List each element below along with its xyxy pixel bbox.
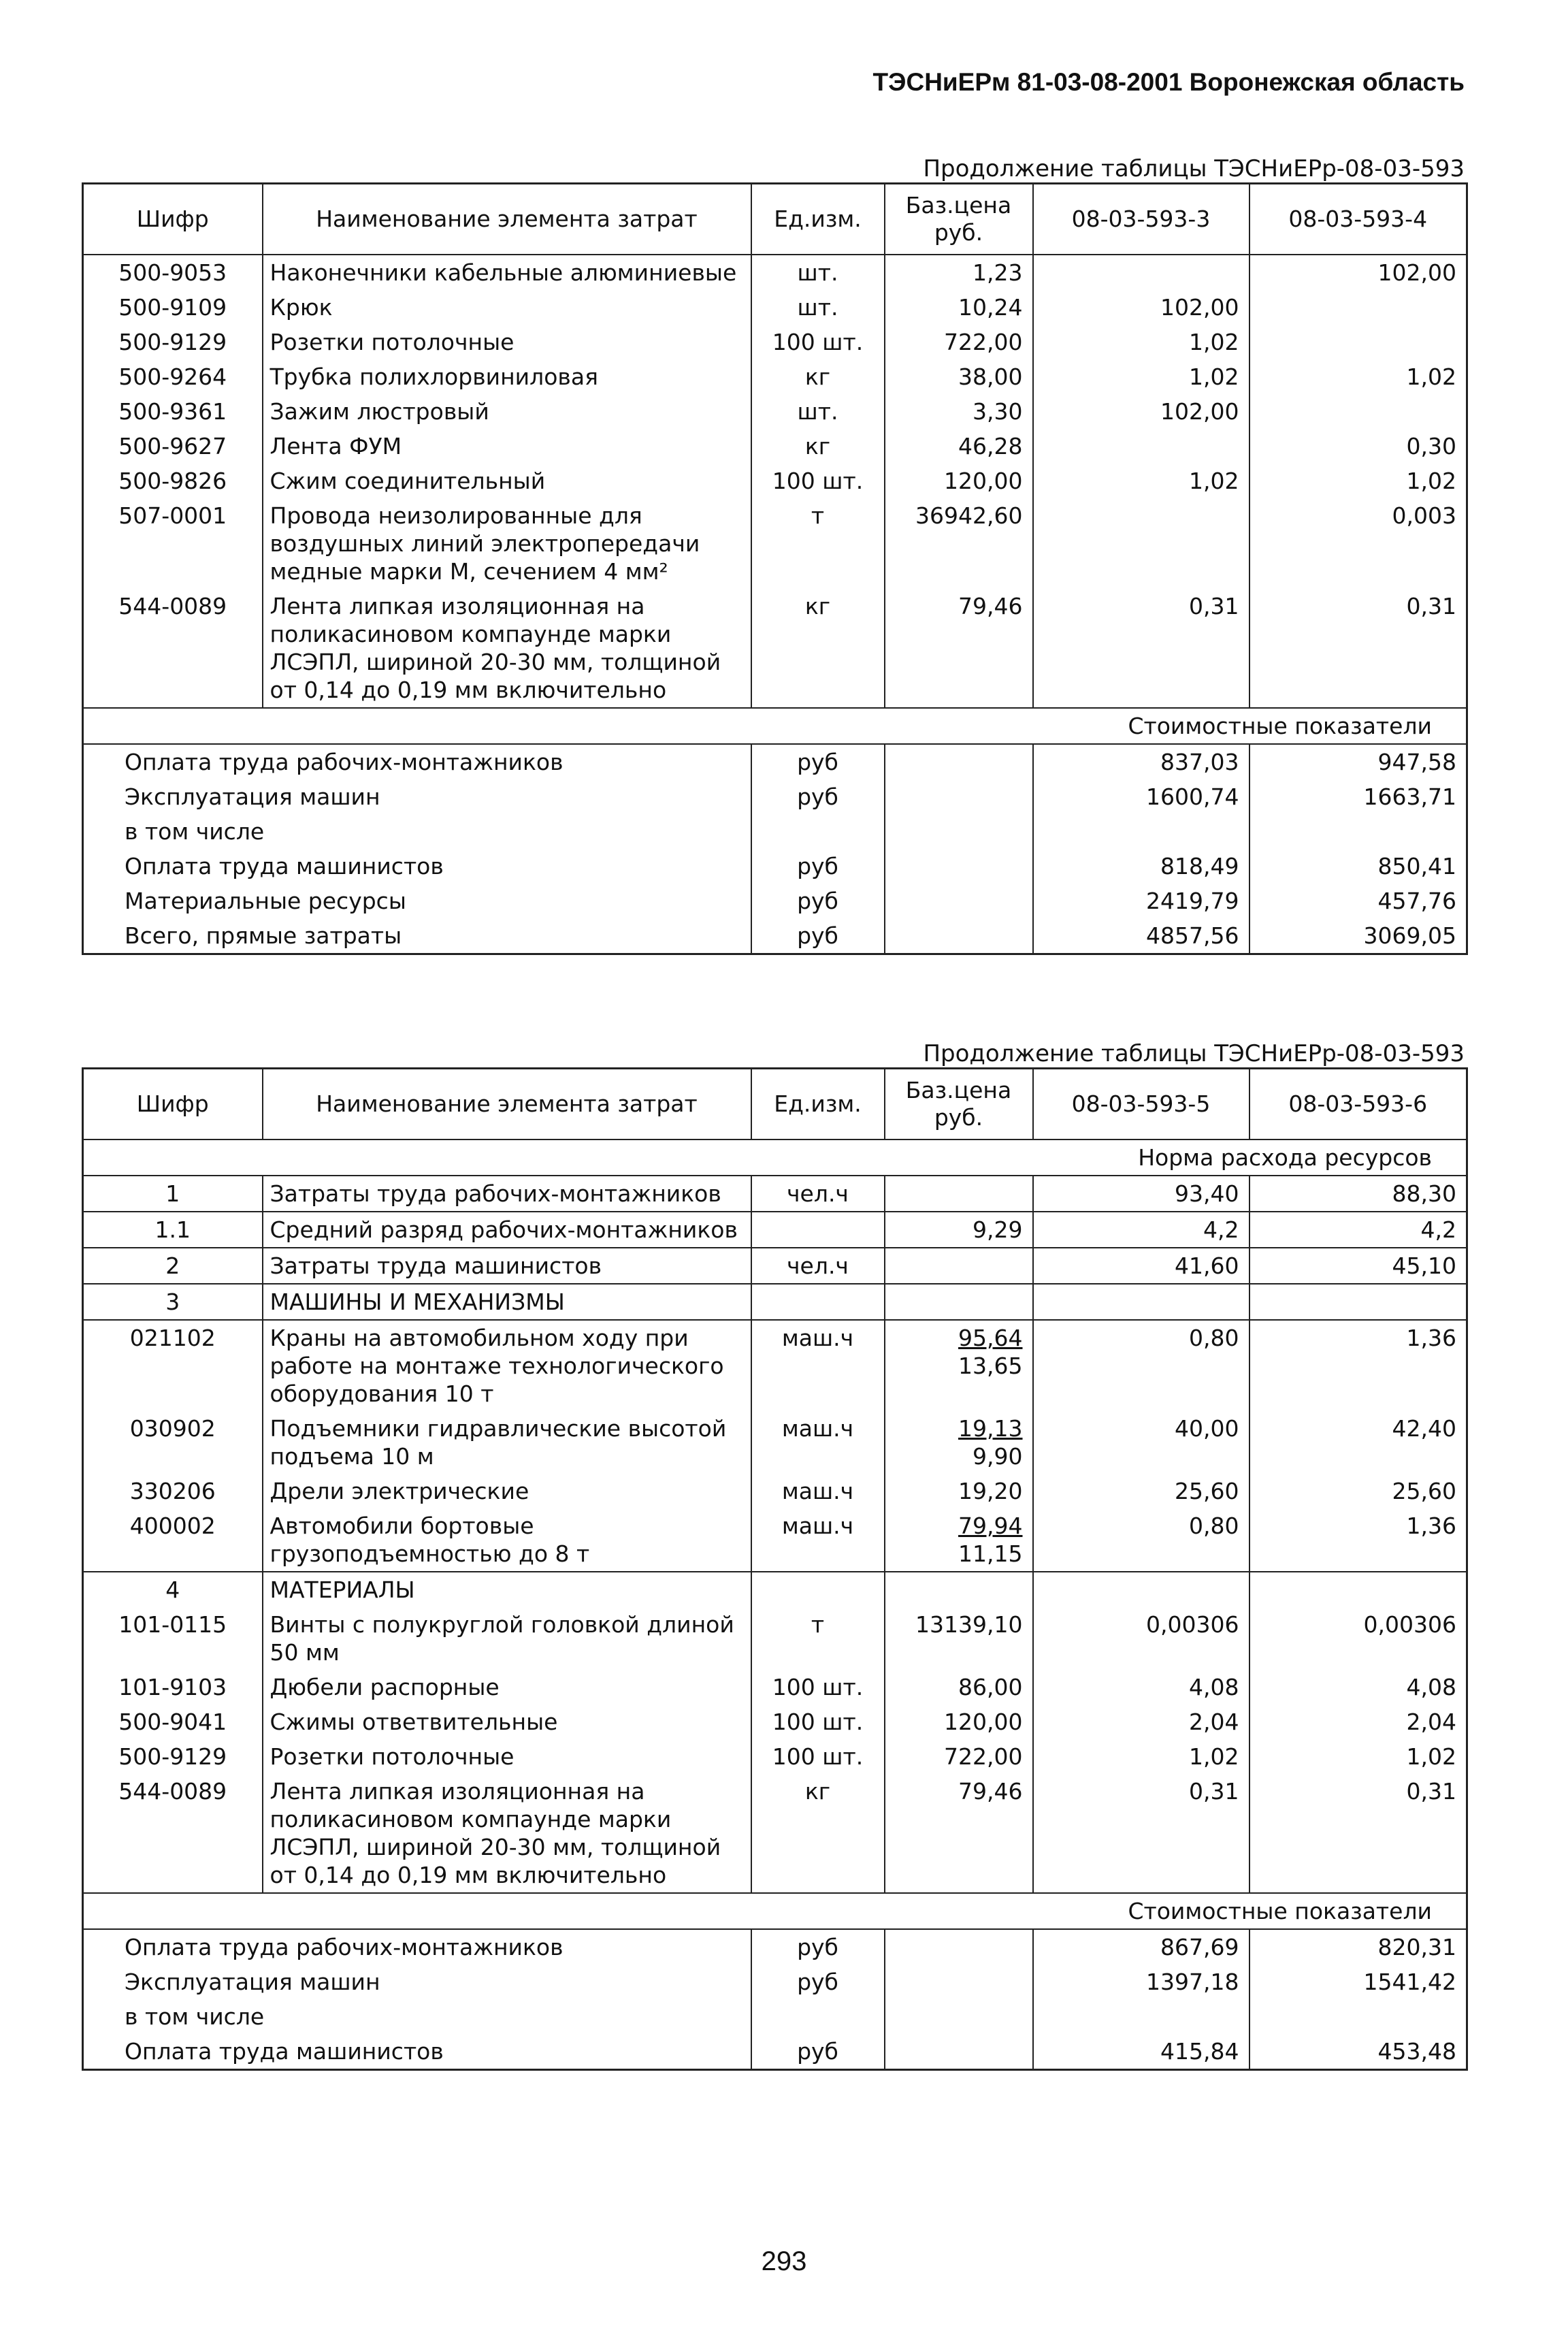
row-norm-a [1033,255,1250,290]
table1-cost-header-row [83,708,1467,744]
table-row [83,394,1467,429]
table-row [83,1248,1467,1284]
summary-value-a: 2419,79 [1033,884,1250,918]
summary-value-b: 457,76 [1250,884,1467,918]
row-name: Краны на автомобильном ходу при работе на монтаже технологического оборудования 10 т [263,1320,751,1411]
row-name: Средний разряд рабочих-монтажников [263,1212,751,1248]
row-price [885,1248,1033,1284]
row-price: 13139,10 [885,1607,1033,1670]
summary-row [83,779,1467,814]
row-price-machine: 95,64 [958,1325,1023,1351]
row-name: Трубка полихлорвиниловая [263,359,751,394]
row-price [885,1320,1033,1411]
row-price: 722,00 [885,325,1033,359]
summary-row [83,918,1467,954]
col-header-norm-b: 08-03-593-6 [1250,1069,1467,1140]
table-row [83,1176,1467,1212]
row-unit: 100 шт. [751,1704,885,1739]
row-unit: 100 шт. [751,325,885,359]
summary-value-b: 1663,71 [1250,779,1467,814]
table-row [83,498,1467,589]
row-norm-a: 1,02 [1033,1739,1250,1774]
row-norm-a: 0,80 [1033,1508,1250,1572]
summary-label: Всего, прямые затраты [83,918,751,954]
summary-value-a: 415,84 [1033,2034,1250,2070]
col-header-norm-a: 08-03-593-3 [1033,184,1250,255]
row-norm-a: 41,60 [1033,1248,1250,1284]
row-price: 722,00 [885,1739,1033,1774]
row-norm-a [1033,1572,1250,1607]
row-unit: кг [751,429,885,464]
row-unit: шт. [751,290,885,325]
row-name: Автомобили бортовые грузоподъемностью до 8 т [263,1508,751,1572]
row-norm-b: 1,02 [1250,464,1467,498]
table1-header-row [83,184,1467,255]
row-price: 120,00 [885,1704,1033,1739]
cost-indicators-label: Стоимостные показатели [83,708,1467,744]
summary-value-b: 453,48 [1250,2034,1467,2070]
row-name: МАШИНЫ И МЕХАНИЗМЫ [263,1284,751,1320]
row-name: Затраты труда машинистов [263,1248,751,1284]
row-norm-b: 0,31 [1250,589,1467,708]
row-norm-b: 102,00 [1250,255,1467,290]
col-header-code: Шифр [83,1069,263,1140]
row-unit: т [751,498,885,589]
row-price: 86,00 [885,1670,1033,1704]
summary-value-a: 867,69 [1033,1929,1250,1965]
table-row [83,1774,1467,1893]
row-code: 4 [83,1572,263,1607]
table2-header-row [83,1069,1467,1140]
row-name: Затраты труда рабочих-монтажников [263,1176,751,1212]
summary-value-b: 3069,05 [1250,918,1467,954]
row-price [885,1572,1033,1607]
row-code: 101-0115 [83,1607,263,1670]
row-name: Лента ФУМ [263,429,751,464]
norm-resources-label: Норма расхода ресурсов [83,1140,1467,1176]
row-code: 500-9361 [83,394,263,429]
table-row [83,1212,1467,1248]
row-name: Розетки потолочные [263,1739,751,1774]
row-unit: маш.ч [751,1508,885,1572]
row-norm-b: 0,30 [1250,429,1467,464]
summary-value-b: 1541,42 [1250,1965,1467,1999]
table-row [83,1704,1467,1739]
table2-cost-header-row [83,1893,1467,1929]
summary-unit: руб [751,918,885,954]
summary-value-b: 850,41 [1250,849,1467,884]
row-price-wage: 11,15 [958,1540,1023,1567]
row-norm-b: 25,60 [1250,1474,1467,1508]
row-code: 030902 [83,1411,263,1474]
row-unit [751,1212,885,1248]
summary-value-a [1033,1999,1250,2034]
row-norm-a: 1,02 [1033,464,1250,498]
row-norm-a: 25,60 [1033,1474,1250,1508]
row-code: 3 [83,1284,263,1320]
row-price: 1,23 [885,255,1033,290]
summary-label: Оплата труда машинистов [83,2034,751,2070]
summary-empty [885,779,1033,814]
summary-value-a: 1600,74 [1033,779,1250,814]
summary-value-a: 4857,56 [1033,918,1250,954]
row-price [885,1176,1033,1212]
page-header-title: ТЭСНиЕРм 81-03-08-2001 Воронежская область [872,68,1465,96]
summary-label: Оплата труда рабочих-монтажников [83,744,751,779]
row-price-machine: 79,94 [958,1513,1023,1539]
row-code: 500-9109 [83,290,263,325]
row-unit: т [751,1607,885,1670]
row-unit: шт. [751,394,885,429]
page-number: 293 [761,2246,807,2276]
summary-value-a: 818,49 [1033,849,1250,884]
row-norm-b: 4,2 [1250,1212,1467,1248]
table-row [83,1320,1467,1411]
row-price [885,1508,1033,1572]
summary-empty [885,744,1033,779]
table-row [83,1739,1467,1774]
col-header-price: Баз.цена руб. [885,184,1033,255]
row-price: 46,28 [885,429,1033,464]
cost-indicators-label: Стоимостные показатели [83,1893,1467,1929]
row-name: Дюбели распорные [263,1670,751,1704]
row-norm-b: 1,36 [1250,1320,1467,1411]
summary-label: в том числе [83,1999,751,2034]
summary-label: Оплата труда машинистов [83,849,751,884]
row-code: 500-9041 [83,1704,263,1739]
row-norm-b: 4,08 [1250,1670,1467,1704]
row-norm-a: 0,00306 [1033,1607,1250,1670]
row-code: 1.1 [83,1212,263,1248]
summary-empty [885,918,1033,954]
table-row [83,359,1467,394]
row-code: 500-9627 [83,429,263,464]
row-price: 36942,60 [885,498,1033,589]
row-price-machine: 19,13 [958,1415,1023,1442]
summary-row [83,884,1467,918]
summary-unit: руб [751,779,885,814]
row-code: 500-9826 [83,464,263,498]
row-unit: шт. [751,255,885,290]
summary-empty [885,1929,1033,1965]
row-name: Наконечники кабельные алюминиевые [263,255,751,290]
row-unit: маш.ч [751,1320,885,1411]
summary-row [83,1999,1467,2034]
row-norm-a [1033,429,1250,464]
table-row [83,290,1467,325]
row-code: 2 [83,1248,263,1284]
row-price: 120,00 [885,464,1033,498]
summary-value-b [1250,1999,1467,2034]
col-header-unit: Ед.изм. [751,1069,885,1140]
summary-value-b: 820,31 [1250,1929,1467,1965]
summary-row [83,2034,1467,2070]
row-norm-b [1250,290,1467,325]
row-norm-b: 0,003 [1250,498,1467,589]
row-unit: кг [751,589,885,708]
row-price-wage: 13,65 [958,1353,1023,1379]
row-unit: маш.ч [751,1474,885,1508]
row-unit [751,1572,885,1607]
summary-row [83,814,1467,849]
summary-value-b [1250,814,1467,849]
summary-unit: руб [751,2034,885,2070]
table-row [83,1670,1467,1704]
table-row [83,464,1467,498]
row-norm-a: 0,80 [1033,1320,1250,1411]
row-unit: чел.ч [751,1176,885,1212]
row-norm-b: 45,10 [1250,1248,1467,1284]
row-norm-a: 0,31 [1033,1774,1250,1893]
row-name: Сжим соединительный [263,464,751,498]
table-row [83,1508,1467,1572]
summary-unit: руб [751,884,885,918]
table-row [83,1607,1467,1670]
row-price: 10,24 [885,290,1033,325]
col-header-code: Шифр [83,184,263,255]
row-name: Провода неизолированные для воздушных линий электропередачи медные марки М, сечением 4 мм² [263,498,751,589]
row-name: Зажим люстровый [263,394,751,429]
summary-empty [885,2034,1033,2070]
col-header-name: Наименование элемента затрат [263,184,751,255]
summary-empty [885,884,1033,918]
row-norm-a: 4,08 [1033,1670,1250,1704]
summary-label: Материальные ресурсы [83,884,751,918]
row-price-wage: 9,90 [973,1443,1023,1470]
row-code: 544-0089 [83,589,263,708]
summary-row [83,744,1467,779]
row-norm-a: 2,04 [1033,1704,1250,1739]
row-price [885,1284,1033,1320]
row-name: Винты с полукруглой головкой длиной 50 мм [263,1607,751,1670]
row-code: 1 [83,1176,263,1212]
row-norm-a: 0,31 [1033,589,1250,708]
row-unit [751,1284,885,1320]
col-header-name: Наименование элемента затрат [263,1069,751,1140]
table1-continuation-label: Продолжение таблицы ТЭСНиЕРр-08-03-593 [923,155,1465,182]
row-norm-a [1033,1284,1250,1320]
row-unit: маш.ч [751,1411,885,1474]
row-code: 507-0001 [83,498,263,589]
summary-empty [885,1999,1033,2034]
summary-value-a [1033,814,1250,849]
summary-unit: руб [751,1929,885,1965]
table-row [83,1474,1467,1508]
summary-label: в том числе [83,814,751,849]
row-norm-b: 1,02 [1250,359,1467,394]
row-norm-a: 1,02 [1033,325,1250,359]
table-row [83,1284,1467,1320]
summary-unit: руб [751,1965,885,1999]
col-header-unit: Ед.изм. [751,184,885,255]
row-unit: 100 шт. [751,1739,885,1774]
row-name: Розетки потолочные [263,325,751,359]
row-name: Крюк [263,290,751,325]
row-code: 544-0089 [83,1774,263,1893]
row-norm-b [1250,1284,1467,1320]
summary-empty [885,849,1033,884]
summary-label: Оплата труда рабочих-монтажников [83,1929,751,1965]
row-name: Сжимы ответвительные [263,1704,751,1739]
row-norm-a: 102,00 [1033,290,1250,325]
row-norm-b [1250,325,1467,359]
row-norm-a: 93,40 [1033,1176,1250,1212]
row-code: 500-9129 [83,325,263,359]
row-name: Дрели электрические [263,1474,751,1508]
row-norm-b: 1,02 [1250,1739,1467,1774]
col-header-price: Баз.цена руб. [885,1069,1033,1140]
summary-row [83,1929,1467,1965]
summary-empty [885,814,1033,849]
row-name: Лента липкая изоляционная на поликасиновом компаунде марки ЛСЭПЛ, шириной 20-30 мм, толщиной от 0,14 до 0,19 мм включительно [263,589,751,708]
row-norm-a [1033,498,1250,589]
summary-label: Эксплуатация машин [83,1965,751,1999]
row-price: 3,30 [885,394,1033,429]
row-norm-a: 40,00 [1033,1411,1250,1474]
row-norm-b: 88,30 [1250,1176,1467,1212]
col-header-norm-b: 08-03-593-4 [1250,184,1467,255]
row-price: 79,46 [885,1774,1033,1893]
row-unit: 100 шт. [751,464,885,498]
table-row [83,1411,1467,1474]
row-norm-b: 0,31 [1250,1774,1467,1893]
estimate-table-1 [82,182,1468,955]
table-row [83,589,1467,708]
row-code: 101-9103 [83,1670,263,1704]
row-name: МАТЕРИАЛЫ [263,1572,751,1607]
table-row [83,429,1467,464]
row-code: 330206 [83,1474,263,1508]
row-price: 38,00 [885,359,1033,394]
row-code: 500-9264 [83,359,263,394]
row-price [885,1411,1033,1474]
table-row [83,1572,1467,1607]
summary-empty [885,1965,1033,1999]
row-unit: чел.ч [751,1248,885,1284]
row-code: 500-9053 [83,255,263,290]
table-row [83,255,1467,290]
row-unit: кг [751,1774,885,1893]
row-name: Лента липкая изоляционная на поликасиновом компаунде марки ЛСЭПЛ, шириной 20-30 мм, толщиной от 0,14 до 0,19 мм включительно [263,1774,751,1893]
row-norm-a: 4,2 [1033,1212,1250,1248]
summary-row [83,1965,1467,1999]
row-code: 500-9129 [83,1739,263,1774]
row-norm-b: 1,36 [1250,1508,1467,1572]
summary-row [83,849,1467,884]
row-norm-b: 2,04 [1250,1704,1467,1739]
row-price: 19,20 [885,1474,1033,1508]
row-unit: кг [751,359,885,394]
row-norm-b [1250,394,1467,429]
row-name: Подъемники гидравлические высотой подъема 10 м [263,1411,751,1474]
row-code: 400002 [83,1508,263,1572]
row-price: 9,29 [885,1212,1033,1248]
summary-value-a: 1397,18 [1033,1965,1250,1999]
row-price: 79,46 [885,589,1033,708]
row-norm-b: 42,40 [1250,1411,1467,1474]
estimate-table-2 [82,1067,1468,2071]
row-norm-a: 102,00 [1033,394,1250,429]
row-norm-a: 1,02 [1033,359,1250,394]
col-header-norm-a: 08-03-593-5 [1033,1069,1250,1140]
summary-unit [751,814,885,849]
summary-unit: руб [751,744,885,779]
summary-label: Эксплуатация машин [83,779,751,814]
table-row [83,325,1467,359]
row-unit: 100 шт. [751,1670,885,1704]
summary-value-b: 947,58 [1250,744,1467,779]
summary-unit: руб [751,849,885,884]
row-norm-b: 0,00306 [1250,1607,1467,1670]
summary-unit [751,1999,885,2034]
row-norm-b [1250,1572,1467,1607]
table2-norm-header-row [83,1140,1467,1176]
row-code: 021102 [83,1320,263,1411]
summary-value-a: 837,03 [1033,744,1250,779]
table2-continuation-label: Продолжение таблицы ТЭСНиЕРр-08-03-593 [923,1040,1465,1067]
